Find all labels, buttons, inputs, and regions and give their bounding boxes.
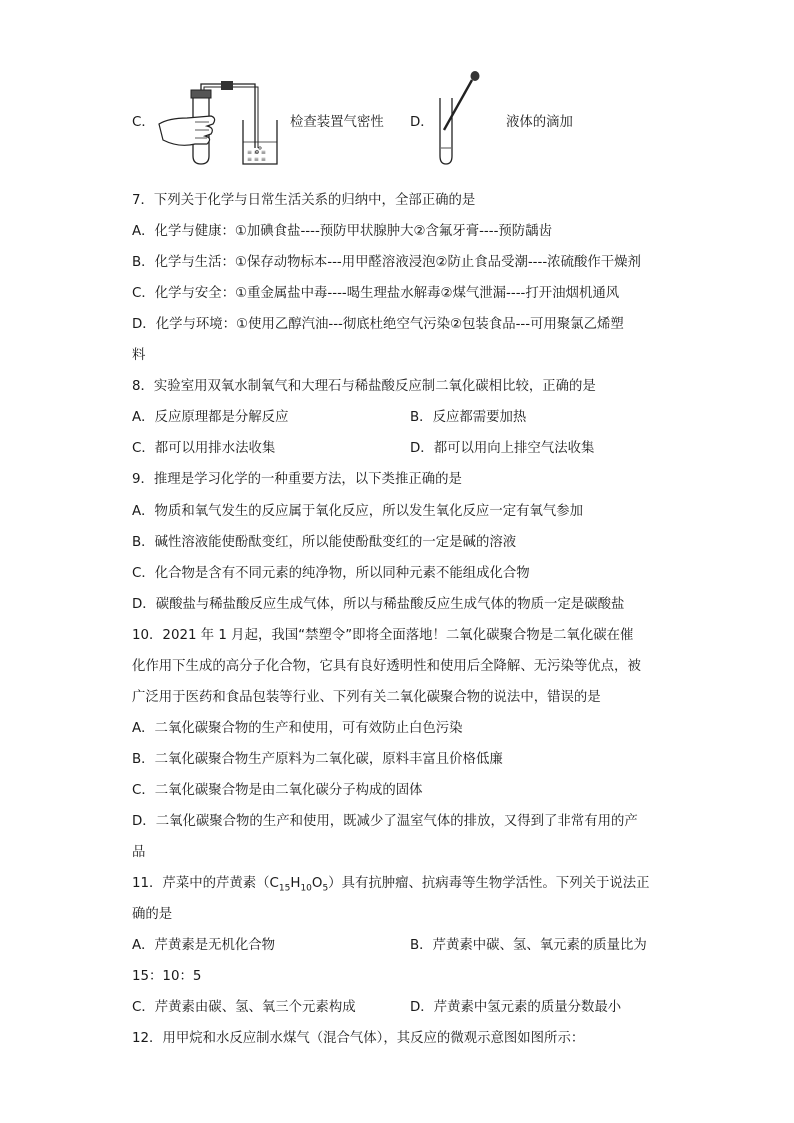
q12-stem: 12．用甲烷和水反应制水煤气（混合气体），其反应的微观示意图如图所示： <box>132 1031 585 1046</box>
svg-text:≡ ≡ ≡: ≡ ≡ ≡ <box>247 156 266 163</box>
q10-stem-line1: 10．2021 年 1 月起，我国“禁塑令”即将全面落地！二氧化碳聚合物是二氧化碳在催 <box>132 628 634 643</box>
q8-option-a: A．反应原理都是分解反应 <box>132 410 289 425</box>
option-d-label: D． <box>410 115 434 130</box>
q8-stem: 8．实验室用双氧水制氧气和大理石与稀盐酸反应制二氧化碳相比较，正确的是 <box>132 379 596 394</box>
svg-text:≡ ≡ ≡: ≡ ≡ ≡ <box>247 149 266 156</box>
option-c-caption: 检查装置气密性 <box>290 115 384 130</box>
dropper-liquid-figure <box>430 70 490 170</box>
q11-option-a: A．芹黄素是无机化合物 <box>132 938 276 953</box>
q9-option-a: A．物质和氧气发生的反应属于氧化反应，所以发生氧化反应一定有氧气参加 <box>132 504 584 519</box>
q11-option-b: B．芹黄素中碳、氢、氧元素的质量比为 <box>410 938 647 953</box>
q11-stem-pre: 11．芹菜中的芹黄素（C <box>132 876 279 891</box>
q11-formula-sub-15: 15 <box>278 883 291 894</box>
q10-stem-line3: 广泛用于医药和食品包装等行业、下列有关二氧化碳聚合物的说法中，错误的是 <box>132 690 601 705</box>
q8-option-d: D．都可以用向上排空气法收集 <box>410 441 595 456</box>
q11-option-c: C．芹黄素由碳、氢、氧三个元素构成 <box>132 1000 356 1015</box>
q10-option-c: C．二氧化碳聚合物是由二氧化碳分子构成的固体 <box>132 783 423 798</box>
q10-option-d: D．二氧化碳聚合物的生产和使用，既减少了温室气体的排放，又得到了非常有用的产 <box>132 814 638 829</box>
q9-option-b: B．碱性溶液能使酚酞变红，所以能使酚酞变红的一定是碱的溶液 <box>132 535 517 550</box>
q8-option-c: C．都可以用排水法收集 <box>132 441 276 456</box>
q7-option-a: A．化学与健康：①加碘食盐----预防甲状腺肿大②含氟牙膏----预防龋齿 <box>132 224 552 239</box>
q7-option-c: C．化学与安全：①重金属盐中毒----喝生理盐水解毒②煤气泄漏----打开油烟机通风 <box>132 286 620 301</box>
q11-stem-line1 <box>132 875 650 898</box>
q11-formula-sub-5: 5 <box>322 883 329 894</box>
q9-option-d: D．碳酸盐与稀盐酸反应生成气体，所以与稀盐酸反应生成气体的物质一定是碳酸盐 <box>132 597 625 612</box>
q9-stem: 9．推理是学习化学的一种重要方法，以下类推正确的是 <box>132 472 462 487</box>
q11-stem-line2: 确的是 <box>132 907 173 922</box>
q10-option-a: A．二氧化碳聚合物的生产和使用，可有效防止白色污染 <box>132 721 463 736</box>
q11-formula-o: O <box>311 876 323 891</box>
q7-stem: 7．下列关于化学与日常生活关系的归纳中，全部正确的是 <box>132 193 476 208</box>
q8-option-b: B．反应都需要加热 <box>410 410 527 425</box>
q11-formula-sub-10: 10 <box>300 883 312 894</box>
q10-option-d-cont: 品 <box>132 845 146 860</box>
q9-option-c: C．化合物是含有不同元素的纯净物，所以同种元素不能组成化合物 <box>132 566 530 581</box>
q11-option-d: D．芹黄素中氢元素的质量分数最小 <box>410 1000 622 1015</box>
q11-formula-h: H <box>290 876 301 891</box>
airtightness-apparatus-figure <box>155 78 285 170</box>
q7-option-d-cont: 料 <box>132 348 146 363</box>
q11-stem-post: ）具有抗肿瘤、抗病毒等生物学活性。下列关于说法正 <box>328 876 650 891</box>
q10-stem-line2: 化作用下生成的高分子化合物，它具有良好透明性和使用后全降解、无污染等优点，被 <box>132 659 641 674</box>
option-c-label: C． <box>132 115 155 130</box>
q11-option-b-cont: 15：10：5 <box>132 969 202 984</box>
q10-option-b: B．二氧化碳聚合物生产原料为二氧化碳，原料丰富且价格低廉 <box>132 752 503 767</box>
option-d-caption: 液体的滴加 <box>506 115 573 130</box>
q7-option-b: B．化学与生活：①保存动物标本---用甲醛溶液浸泡②防止食品受潮----浓硫酸作干燥剂 <box>132 255 641 270</box>
q7-option-d: D．化学与环境：①使用乙醇汽油---彻底杜绝空气污染②包装食品---可用聚氯乙烯塑 <box>132 317 624 332</box>
